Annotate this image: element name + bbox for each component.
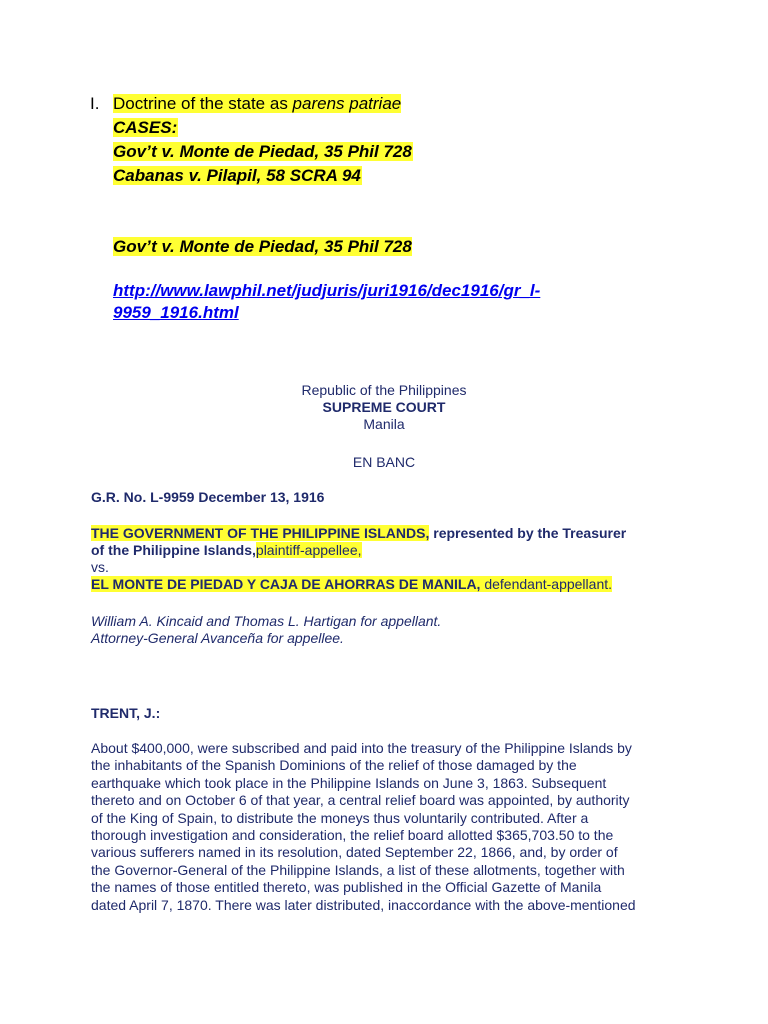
- appellee-counsel: Attorney-General Avanceña for appellee.: [91, 630, 344, 646]
- opinion-paragraph: [91, 740, 681, 914]
- republic-label: Republic of the Philippines: [301, 382, 467, 398]
- opinion-line: the Governor-General of the Philippine Islands, a list of these allotments, together with: [91, 861, 625, 878]
- versus-line: vs.: [91, 559, 109, 575]
- case-1: Gov’t v. Monte de Piedad, 35 Phil 728: [113, 142, 412, 161]
- opinion-line: the inhabitants of the Spanish Dominions of the relief of those damaged by the: [91, 757, 577, 774]
- counsel-block: [91, 613, 441, 647]
- plaintiff-rep-2: of the Philippine Islands,: [91, 542, 256, 558]
- opinion-line: dated April 7, 1870. There was later distributed, inaccordance with the above-mentioned: [91, 896, 636, 913]
- appellant-counsel: William A. Kincaid and Thomas L. Hartigan for appellant.: [91, 613, 442, 629]
- parens-patriae-text: parens patriae: [292, 94, 402, 113]
- opinion-line: earthquake which took place in the Philippine Islands on June 3, 1863. Subsequent: [91, 774, 607, 791]
- defendant-role: defendant-appellant.: [480, 576, 613, 592]
- division-label: EN BANC: [352, 454, 416, 470]
- plaintiff-line-1: [91, 525, 691, 542]
- opinion-line: of the King of Spain, to distribute the moneys thus voluntarily contributed. After a: [91, 809, 589, 826]
- opinion-line: About $400,000, were subscribed and paid into the treasury of the Philippine Islands by: [91, 740, 632, 756]
- parties-block: [91, 525, 691, 593]
- cases-label: CASES:: [113, 118, 178, 137]
- link-line-2: 9959_1916.html: [113, 303, 239, 322]
- judge-name: TRENT, J.:: [91, 705, 161, 721]
- case-2: Cabanas v. Pilapil, 58 SCRA 94: [113, 166, 361, 185]
- outline-section: [90, 92, 413, 188]
- case-title: Gov’t v. Monte de Piedad, 35 Phil 728: [113, 237, 412, 256]
- opinion-line: various sufferers named in its resolution, dated September 22, 1866, and, by order of: [91, 844, 618, 861]
- outline-heading: [90, 92, 413, 116]
- opinion-line: thereto and on October 6 of that year, a central relief board was appointed, by authority: [91, 792, 630, 809]
- defendant-name: EL MONTE DE PIEDAD Y CAJA DE AHORRAS DE MANILA,: [91, 576, 481, 592]
- plaintiff-rep-1: represented by the Treasurer: [429, 525, 627, 541]
- case-number: G.R. No. L-9959 December 13, 1916: [91, 489, 325, 505]
- link-line-1: http://www.lawphil.net/judjuris/juri1916/dec1916/gr_l-: [113, 281, 541, 300]
- case-source-link[interactable]: [113, 280, 573, 324]
- outline-number: I.: [90, 94, 100, 113]
- opinion-line: the names of those entitled thereto, was published in the Official Gazette of Manila: [91, 879, 602, 896]
- case-line-1: [90, 140, 413, 164]
- opinion-line: thorough investigation and consideration, the relief board allotted $365,703.50 to the: [91, 827, 614, 844]
- cases-label-line: [90, 116, 413, 140]
- defendant-line: [91, 576, 691, 593]
- plaintiff-name: THE GOVERNMENT OF THE PHILIPPINE ISLANDS,: [91, 525, 430, 541]
- plaintiff-role: plaintiff-appellee,: [255, 542, 362, 558]
- court-label: SUPREME COURT: [322, 399, 446, 415]
- plaintiff-line-2: [91, 542, 691, 559]
- outline-heading-text: Doctrine of the state as parens patriae: [113, 94, 402, 113]
- case-line-2: [90, 164, 413, 188]
- city-label: Manila: [363, 416, 405, 432]
